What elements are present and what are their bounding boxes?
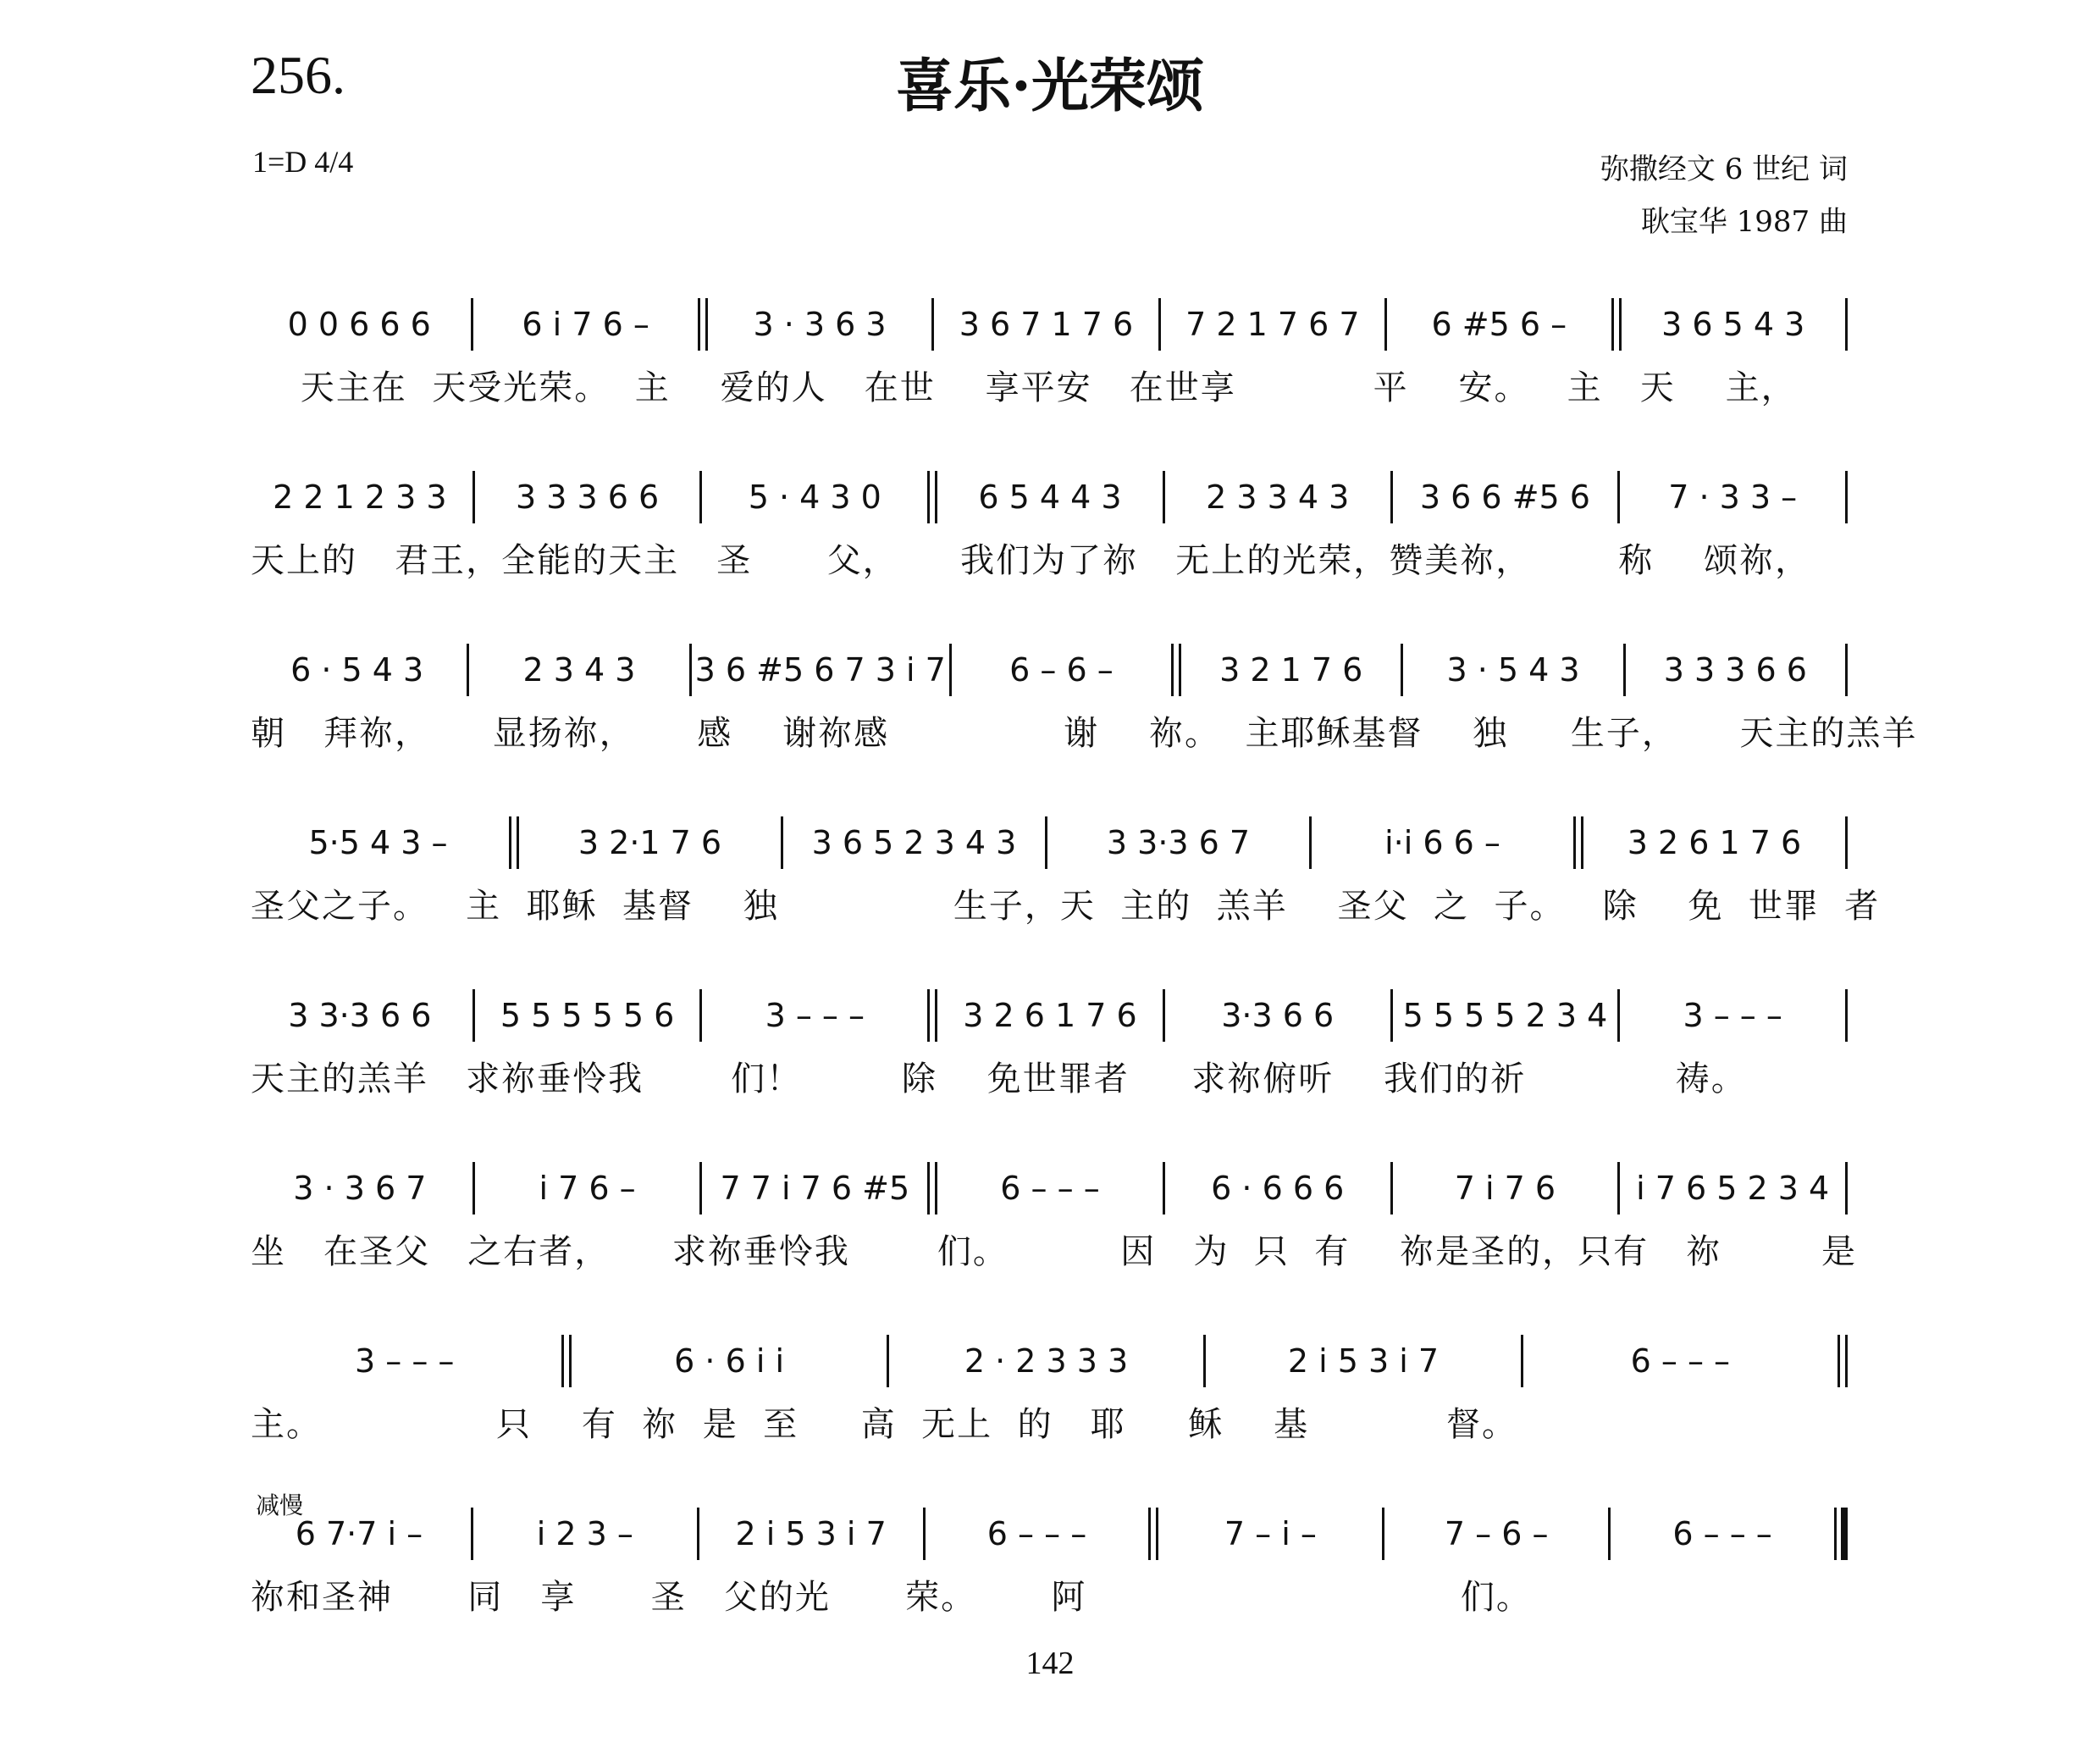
barline <box>471 1508 473 1560</box>
measure: 3 3 3 6 6 <box>515 479 660 516</box>
double-barline <box>509 816 519 869</box>
measure: 3 6 5 2 3 4 3 <box>811 824 1017 861</box>
score-system <box>251 640 1918 793</box>
barline <box>1163 989 1165 1042</box>
measure: 3 6 #5 6 7 3 i 7 <box>694 651 946 689</box>
lyricist-credit: 弥撒经文 6 世纪 词 <box>1600 152 1848 186</box>
barline <box>472 471 475 523</box>
measure: 6 – 6 – <box>1009 651 1114 689</box>
measure: 3 · 3 6 3 <box>753 306 887 343</box>
measure: 2 2 1 2 3 3 <box>273 479 447 516</box>
score-system <box>251 468 1851 620</box>
barline <box>1845 471 1848 523</box>
barline <box>1163 1162 1165 1215</box>
score-system <box>251 1331 1851 1484</box>
measure: 6 #5 6 – <box>1431 306 1567 343</box>
score-system <box>251 295 1851 447</box>
barline <box>699 471 702 523</box>
barline <box>1608 1508 1611 1560</box>
barline <box>697 1508 699 1560</box>
double-barline <box>561 1335 572 1387</box>
barline <box>1384 298 1387 351</box>
barline <box>1845 644 1848 696</box>
measure: 5 · 4 3 0 <box>748 479 881 516</box>
measure: 6 · 5 4 3 <box>290 651 424 689</box>
double-barline <box>1573 816 1583 869</box>
barline <box>472 989 475 1042</box>
measure: 3 6 7 1 7 6 <box>959 306 1134 343</box>
barline <box>931 298 934 351</box>
notation-line <box>251 468 1851 527</box>
measure: 3 3 3 6 6 <box>1663 651 1807 689</box>
notation-line <box>251 986 1851 1045</box>
double-barline <box>698 298 708 351</box>
barline <box>1045 816 1047 869</box>
score-system <box>251 1159 1858 1311</box>
barline <box>689 644 692 696</box>
barline <box>1845 989 1848 1042</box>
measure: 3 – – – <box>765 997 865 1034</box>
measure: 3 3·3 6 7 <box>1106 824 1251 861</box>
measure: 3·3 6 6 <box>1221 997 1335 1034</box>
barline <box>1521 1335 1523 1387</box>
measure: 6 – – – <box>1000 1170 1100 1207</box>
barline <box>1203 1335 1206 1387</box>
barline <box>949 644 952 696</box>
measure: 2 3 3 4 3 <box>1206 479 1350 516</box>
barline <box>923 1508 926 1560</box>
double-barline <box>1171 644 1181 696</box>
lyrics-line: 坐 在圣父 之右者， 求祢垂怜我 们。 因 为 只 有 祢是圣的，只有 祢 是 <box>251 1232 1858 1271</box>
measure: 0 0 6 6 6 <box>287 306 431 343</box>
measure: i 7 6 – <box>539 1170 636 1207</box>
measure: 2 i 5 3 i 7 <box>1287 1342 1440 1380</box>
double-barline <box>1148 1508 1158 1560</box>
measure: 6 5 4 4 3 <box>978 479 1122 516</box>
measure: 6 · 6 i i <box>674 1342 785 1380</box>
page-number: 142 <box>1025 1646 1075 1681</box>
measure: 3 2·1 7 6 <box>578 824 722 861</box>
measure: 2 3 4 3 <box>522 651 636 689</box>
notation-line <box>251 1504 1851 1563</box>
barline <box>887 1335 889 1387</box>
barline <box>1390 471 1393 523</box>
barline <box>1617 1162 1620 1215</box>
measure: i 2 3 – <box>536 1515 633 1552</box>
measure: 3 – – – <box>354 1342 455 1380</box>
score-system <box>251 813 1881 966</box>
lyrics-line: 天主的羔羊 求祢垂怜我 们！ 除 免世罪者 求祢俯听 我们的祈 祷。 <box>251 1060 1747 1098</box>
notation-line <box>251 1159 1851 1218</box>
measure: 6 – – – <box>986 1515 1087 1552</box>
barline <box>1623 644 1626 696</box>
lyrics-line: 天上的 君王，全能的天主 圣 父， 我们为了祢 无上的光荣，赞美祢， 称 颂祢， <box>251 541 1811 580</box>
measure: 7 · 3 3 – <box>1668 479 1798 516</box>
lyrics-line: 天主在 天受光荣。 主 爱的人 在世 享平安 在世享 平 安。 主 天 主， <box>251 368 1797 407</box>
lyrics-line: 主。 只 有 祢 是 至 高 无上 的 耶 稣 基 督。 <box>251 1405 1518 1444</box>
barline <box>1617 989 1620 1042</box>
measure: 6 · 6 6 6 <box>1211 1170 1345 1207</box>
measure: 7 – i – <box>1224 1515 1317 1552</box>
barline <box>472 1162 475 1215</box>
measure: 3 · 5 4 3 <box>1446 651 1580 689</box>
measure: 5·5 4 3 – <box>308 824 448 861</box>
measure: 5 5 5 5 5 6 <box>500 997 675 1034</box>
measure: 3 6 5 4 3 <box>1661 306 1805 343</box>
measure: 3 3·3 6 6 <box>288 997 432 1034</box>
barline <box>699 1162 702 1215</box>
measure: 6 – – – <box>1630 1342 1731 1380</box>
measure: 6 i 7 6 – <box>522 306 649 343</box>
barline <box>1845 1162 1848 1215</box>
tempo-marking: 减慢 <box>256 1491 304 1519</box>
notation-line <box>251 1331 1851 1391</box>
barline <box>1845 816 1848 869</box>
hymn-title: 喜乐·光荣颂 <box>896 53 1204 120</box>
composer-credit: 耿宝华 1987 曲 <box>1640 205 1848 239</box>
barline <box>1617 471 1620 523</box>
barline <box>781 816 783 869</box>
notation-line <box>251 640 1851 700</box>
barline <box>1390 1162 1393 1215</box>
barline <box>1845 298 1848 351</box>
final-barline <box>1834 1508 1848 1560</box>
score-system <box>251 986 1851 1138</box>
notation-line <box>251 813 1851 872</box>
measure: 7 7 i 7 6 #5 <box>720 1170 910 1207</box>
measure: 2 · 2 3 3 3 <box>964 1342 1129 1380</box>
measure: 5 5 5 5 2 3 4 <box>1402 997 1608 1034</box>
measure: 3 2 1 7 6 <box>1219 651 1363 689</box>
barline <box>471 298 473 351</box>
barline <box>1382 1508 1384 1560</box>
measure: 6 7·7 i – <box>295 1515 423 1552</box>
barline <box>1163 471 1165 523</box>
measure: 3 2 6 1 7 6 <box>1627 824 1802 861</box>
barline <box>1158 298 1161 351</box>
measure: 3 · 3 6 7 <box>293 1170 427 1207</box>
measure: 3 – – – <box>1683 997 1782 1034</box>
barline <box>1401 644 1403 696</box>
notation-line <box>251 295 1851 354</box>
measure: 6 – – – <box>1672 1515 1772 1552</box>
measure: 3 6 6 #5 6 <box>1419 479 1590 516</box>
barline <box>1390 989 1393 1042</box>
barline <box>699 989 702 1042</box>
double-barline <box>927 989 937 1042</box>
double-barline <box>927 471 937 523</box>
hymn-number: 256. <box>251 45 345 105</box>
score-system <box>251 1504 1851 1657</box>
lyrics-line: 朝 拜祢， 显扬祢， 感 谢祢感 谢 祢。 主耶稣基督 独 生子， 天主的羔羊 <box>251 714 1918 753</box>
measure: 7 2 1 7 6 7 <box>1185 306 1360 343</box>
measure: 2 i 5 3 i 7 <box>735 1515 887 1552</box>
double-barline <box>1611 298 1622 351</box>
barline <box>1309 816 1312 869</box>
measure: 7 – 6 – <box>1444 1515 1549 1552</box>
barline <box>467 644 469 696</box>
measure: i 7 6 5 2 3 4 <box>1636 1170 1830 1207</box>
measure: i·i 6 6 – <box>1384 824 1500 861</box>
lyrics-line: 圣父之子。 主 耶稣 基督 独 生子，天 主的 羔羊 圣父 之 子。 除 免 世罪 者 <box>251 887 1881 926</box>
measure: 7 i 7 6 <box>1454 1170 1556 1207</box>
lyrics-line: 祢和圣神 同 享 圣 父的光 荣。 阿 们。 <box>251 1578 1532 1617</box>
measure: 3 2 6 1 7 6 <box>963 997 1137 1034</box>
double-barline <box>927 1162 937 1215</box>
double-barline <box>1838 1335 1848 1387</box>
key-time-signature: 1=D 4/4 <box>252 145 354 179</box>
